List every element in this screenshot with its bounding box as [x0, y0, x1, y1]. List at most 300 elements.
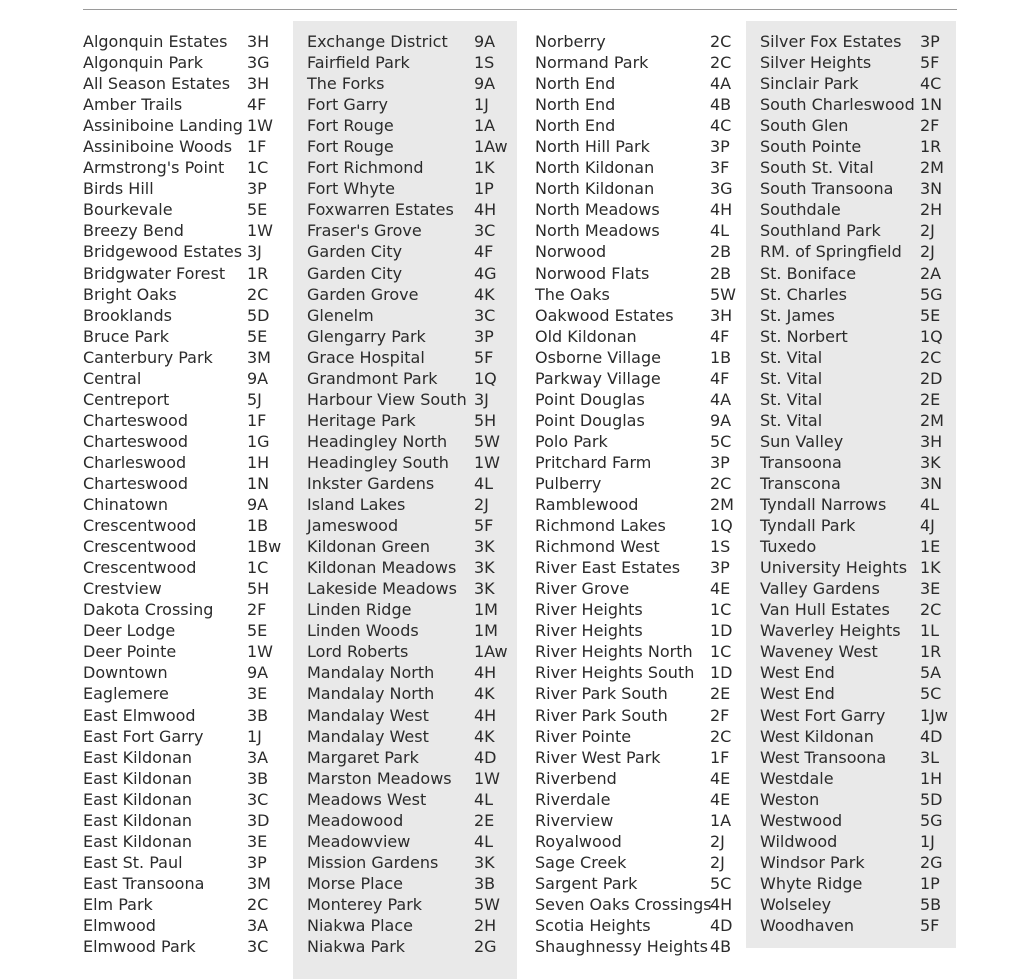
map-grid-code: 5C: [710, 431, 732, 451]
map-grid-code: 5E: [247, 621, 268, 641]
map-grid-code: 5E: [247, 200, 268, 220]
neighbourhood-name: Meadowview: [307, 831, 411, 851]
map-grid-code: 1Q: [710, 516, 733, 536]
map-grid-code: 3D: [247, 810, 270, 830]
map-grid-code: 4F: [710, 326, 730, 346]
map-grid-code: 1C: [710, 642, 732, 662]
neighbourhood-name: East Elmwood: [83, 705, 196, 725]
neighbourhood-name: South Pointe: [760, 137, 862, 157]
neighbourhood-name: Kildonan Green: [307, 537, 430, 557]
neighbourhood-name: Crescentwood: [83, 516, 197, 536]
neighbourhood-name: River Heights North: [535, 642, 693, 662]
neighbourhood-name: The Oaks: [535, 284, 610, 304]
neighbourhood-name: Point Douglas: [535, 389, 645, 409]
map-grid-code: 3C: [474, 305, 496, 325]
neighbourhood-name: Marston Meadows: [307, 768, 452, 788]
map-grid-code: 5F: [474, 516, 494, 536]
neighbourhood-name: Tuxedo: [760, 537, 817, 557]
neighbourhood-name: West Transoona: [760, 747, 887, 767]
neighbourhood-name: Fairfield Park: [307, 53, 410, 73]
map-grid-code: 1F: [247, 137, 267, 157]
map-grid-code: 1P: [920, 873, 940, 893]
neighbourhood-name: Oakwood Estates: [535, 305, 674, 325]
map-grid-code: 3P: [710, 452, 730, 472]
map-grid-code: 3C: [247, 789, 269, 809]
map-grid-code: 2C: [247, 284, 269, 304]
neighbourhood-name: River Heights: [535, 621, 643, 641]
neighbourhood-name: St. Vital: [760, 368, 823, 388]
map-grid-code: 1F: [247, 410, 267, 430]
map-grid-code: 4F: [247, 95, 267, 115]
map-grid-code: 9A: [247, 368, 269, 388]
neighbourhood-name: North End: [535, 116, 616, 136]
neighbourhood-name: South St. Vital: [760, 158, 874, 178]
map-grid-code: 1D: [710, 621, 733, 641]
map-grid-code: 4C: [920, 74, 942, 94]
map-grid-code: 3A: [247, 747, 269, 767]
neighbourhood-name: Seven Oaks Crossings: [535, 894, 712, 914]
map-grid-code: 2E: [710, 684, 731, 704]
map-grid-code: 5C: [710, 873, 732, 893]
neighbourhood-name: Ramblewood: [535, 495, 639, 515]
neighbourhood-name: Armstrong's Point: [83, 158, 225, 178]
map-grid-code: 1W: [247, 116, 273, 136]
map-grid-code: 5W: [474, 894, 500, 914]
neighbourhood-name: Valley Gardens: [760, 579, 880, 599]
neighbourhood-name: Riverview: [535, 810, 614, 830]
map-grid-code: 4D: [920, 726, 943, 746]
neighbourhood-name: Tyndall Narrows: [760, 495, 887, 515]
map-grid-code: 1K: [474, 158, 495, 178]
neighbourhood-name: Transcona: [760, 473, 841, 493]
neighbourhood-name: Fraser's Grove: [307, 221, 422, 241]
map-grid-code: 2C: [710, 473, 732, 493]
map-grid-code: 9A: [474, 32, 496, 51]
map-grid-code: 1S: [710, 537, 731, 557]
neighbourhood-name: Dakota Crossing: [83, 600, 214, 620]
map-grid-code: 5F: [920, 915, 940, 935]
map-grid-code: 3B: [247, 768, 269, 788]
map-grid-code: 2C: [920, 347, 942, 367]
map-grid-code: 1F: [710, 747, 730, 767]
map-grid-code: 3K: [474, 558, 495, 578]
neighbourhood-name: Charteswood: [83, 473, 188, 493]
map-grid-code: 4F: [710, 368, 730, 388]
map-grid-code: 1A: [474, 116, 496, 136]
neighbourhood-name: Mandalay West: [307, 705, 429, 725]
map-grid-code: 1H: [920, 768, 943, 788]
neighbourhood-name: Glengarry Park: [307, 326, 426, 346]
neighbourhood-name: Silver Fox Estates: [760, 32, 902, 51]
map-grid-code: 1R: [920, 137, 942, 157]
map-grid-code: 1B: [247, 516, 269, 536]
neighbourhood-name: East Fort Garry: [83, 726, 204, 746]
neighbourhood-name: Harbour View South: [307, 389, 467, 409]
map-grid-code: 1Q: [474, 368, 497, 388]
neighbourhood-name: North End: [535, 95, 616, 115]
neighbourhood-name: Silver Heights: [760, 53, 872, 73]
map-grid-code: 4F: [474, 242, 494, 262]
neighbourhood-name: Richmond West: [535, 537, 660, 557]
neighbourhood-name: Parkway Village: [535, 368, 661, 388]
map-grid-code: 3H: [710, 305, 733, 325]
neighbourhood-name: Niakwa Park: [307, 937, 406, 957]
neighbourhood-name: Grandmont Park: [307, 368, 438, 388]
neighbourhood-name: East Kildonan: [83, 768, 193, 788]
map-grid-code: 5W: [474, 431, 500, 451]
map-grid-code: 3H: [247, 74, 270, 94]
map-grid-code: 3G: [247, 53, 270, 73]
map-grid-code: 5W: [710, 284, 736, 304]
neighbourhood-name: St. Vital: [760, 410, 823, 430]
neighbourhood-name: Southland Park: [760, 221, 881, 241]
neighbourhood-name: Exchange District: [307, 32, 448, 51]
map-grid-code: 2H: [920, 200, 943, 220]
neighbourhood-name: Royalwood: [535, 831, 622, 851]
neighbourhood-name: Fort Richmond: [307, 158, 424, 178]
map-grid-code: 5F: [474, 347, 494, 367]
neighbourhood-name: Grace Hospital: [307, 347, 425, 367]
map-grid-code: 1D: [710, 663, 733, 683]
neighbourhood-name: Riverbend: [535, 768, 617, 788]
map-grid-code: 4L: [474, 789, 494, 809]
map-grid-code: 1W: [247, 642, 273, 662]
map-grid-code: 1H: [247, 452, 270, 472]
neighbourhood-name: Norberry: [535, 32, 606, 51]
neighbourhood-name: Birds Hill: [83, 179, 154, 199]
map-grid-code: 3M: [247, 873, 271, 893]
neighbourhood-name: East Kildonan: [83, 789, 193, 809]
neighbourhood-name: Centreport: [83, 389, 170, 409]
map-grid-code: 5G: [920, 810, 943, 830]
map-grid-code: 2J: [474, 495, 489, 515]
map-grid-code: 5J: [247, 389, 262, 409]
neighbourhood-name: Garden City: [307, 242, 403, 262]
neighbourhood-name: Windsor Park: [760, 852, 865, 872]
map-grid-code: 1N: [247, 473, 270, 493]
neighbourhood-name: East Transoona: [83, 873, 205, 893]
neighbourhood-name: St. Vital: [760, 347, 823, 367]
map-grid-code: 1G: [247, 431, 270, 451]
neighbourhood-name: River Grove: [535, 579, 630, 599]
neighbourhood-name: Elm Park: [83, 894, 153, 914]
map-grid-code: 3A: [247, 915, 269, 935]
map-grid-code: 2F: [710, 705, 730, 725]
neighbourhood-name: Algonquin Estates: [83, 32, 228, 51]
map-grid-code: 5G: [920, 284, 943, 304]
map-grid-code: 4H: [474, 200, 497, 220]
map-grid-code: 4H: [474, 663, 497, 683]
map-grid-code: 5C: [920, 684, 942, 704]
map-grid-code: 1Q: [920, 326, 943, 346]
neighbourhood-name: Norwood: [535, 242, 607, 262]
map-grid-code: 1W: [474, 452, 500, 472]
map-grid-code: 3B: [474, 873, 496, 893]
neighbourhood-name: Fort Garry: [307, 95, 388, 115]
map-grid-code: 3K: [474, 852, 495, 872]
neighbourhood-name: Scotia Heights: [535, 915, 651, 935]
neighbourhood-name: Whyte Ridge: [760, 873, 863, 893]
map-grid-code: 2B: [710, 242, 732, 262]
neighbourhood-name: River West Park: [535, 747, 661, 767]
neighbourhood-name: Westwood: [760, 810, 843, 830]
map-grid-code: 1Aw: [474, 137, 508, 157]
map-grid-code: 1P: [474, 179, 494, 199]
neighbourhood-name: Osborne Village: [535, 347, 661, 367]
map-grid-code: 4K: [474, 284, 495, 304]
neighbourhood-name: River Park South: [535, 684, 668, 704]
neighbourhood-name: Meadowood: [307, 810, 404, 830]
neighbourhood-name: All Season Estates: [83, 74, 231, 94]
map-grid-code: 1M: [474, 600, 498, 620]
neighbourhood-name: Shaughnessy Heights: [535, 937, 708, 957]
neighbourhood-name: St. Vital: [760, 389, 823, 409]
neighbourhood-name: The Forks: [307, 74, 385, 94]
map-grid-code: 2J: [710, 852, 725, 872]
neighbourhood-name: University Heights: [760, 558, 908, 578]
neighbourhood-name: Fort Rouge: [307, 137, 394, 157]
map-grid-code: 1J: [920, 831, 935, 851]
map-grid-code: 5D: [920, 789, 943, 809]
map-grid-code: 3C: [247, 937, 269, 957]
neighbourhood-name: Mandalay West: [307, 726, 429, 746]
neighbourhood-name: River Heights South: [535, 663, 695, 683]
map-grid-code: 4A: [710, 74, 732, 94]
map-grid-code: 4A: [710, 389, 732, 409]
neighbourhood-name: Richmond Lakes: [535, 516, 666, 536]
map-grid-code: 3G: [710, 179, 733, 199]
map-grid-code: 4D: [710, 915, 733, 935]
neighbourhood-name: West Kildonan: [760, 726, 874, 746]
neighbourhood-name: Woodhaven: [760, 915, 855, 935]
neighbourhood-name: Old Kildonan: [535, 326, 637, 346]
map-grid-code: 1B: [710, 347, 732, 367]
map-grid-code: 4L: [710, 221, 730, 241]
neighbourhood-name: Fort Whyte: [307, 179, 395, 199]
neighbourhood-name: Downtown: [83, 663, 168, 683]
map-grid-code: 4E: [710, 579, 731, 599]
map-grid-code: 2G: [474, 937, 497, 957]
neighbourhood-name: Margaret Park: [307, 747, 419, 767]
neighbourhood-name: West Fort Garry: [760, 705, 886, 725]
map-grid-code: 1R: [247, 263, 269, 283]
neighbourhood-name: Linden Woods: [307, 621, 419, 641]
neighbourhood-name: St. Charles: [760, 284, 847, 304]
map-grid-code: 3H: [920, 431, 943, 451]
neighbourhood-name: Mandalay North: [307, 684, 435, 704]
neighbourhood-name: Point Douglas: [535, 410, 645, 430]
map-grid-code: 4J: [920, 516, 935, 536]
map-grid-code: 1J: [247, 726, 262, 746]
neighbourhood-name: East St. Paul: [83, 852, 183, 872]
neighbourhood-name: Linden Ridge: [307, 600, 412, 620]
map-grid-code: 4L: [474, 831, 494, 851]
map-grid-code: 2J: [920, 221, 935, 241]
neighbourhood-name: River East Estates: [535, 558, 681, 578]
neighbourhood-name: Morse Place: [307, 873, 403, 893]
neighbourhood-name: Bruce Park: [83, 326, 169, 346]
neighbourhood-name: Monterey Park: [307, 894, 423, 914]
map-grid-code: 9A: [710, 410, 732, 430]
map-grid-code: 5B: [920, 894, 942, 914]
map-grid-code: 3N: [920, 473, 943, 493]
map-grid-code: 2E: [474, 810, 495, 830]
map-grid-code: 3H: [247, 32, 270, 51]
neighbourhood-name: River Park South: [535, 705, 668, 725]
neighbourhood-name: West End: [760, 663, 835, 683]
neighbourhood-name: Glenelm: [307, 305, 374, 325]
neighbourhood-name: Waverley Heights: [760, 621, 901, 641]
neighbourhood-name: Garden Grove: [307, 284, 419, 304]
map-grid-code: 5H: [247, 579, 270, 599]
map-grid-code: 1R: [920, 642, 942, 662]
map-grid-code: 1Jw: [920, 705, 948, 725]
neighbourhood-name: Algonquin Park: [83, 53, 204, 73]
map-grid-code: 1J: [474, 95, 489, 115]
map-grid-code: 3P: [247, 179, 267, 199]
map-grid-code: 3C: [474, 221, 496, 241]
neighbourhood-name: Central: [83, 368, 142, 388]
neighbourhood-name: St. James: [760, 305, 835, 325]
map-grid-code: 2M: [920, 410, 944, 430]
neighbourhood-name: Bourkevale: [83, 200, 173, 220]
neighbourhood-name: Fort Rouge: [307, 116, 394, 136]
neighbourhood-name: Chinatown: [83, 495, 168, 515]
neighbourhood-name: Inkster Gardens: [307, 473, 435, 493]
neighbourhood-name: River Pointe: [535, 726, 632, 746]
top-divider: [83, 9, 957, 10]
neighbourhood-name: Weston: [760, 789, 820, 809]
map-grid-code: 2M: [920, 158, 944, 178]
neighbourhood-name: Assiniboine Woods: [83, 137, 233, 157]
map-grid-code: 4B: [710, 95, 732, 115]
map-grid-code: 1K: [920, 558, 941, 578]
neighbourhood-name: South Transoona: [760, 179, 894, 199]
neighbourhood-name: Amber Trails: [83, 95, 183, 115]
neighbourhood-name: Crescentwood: [83, 558, 197, 578]
neighbourhood-name: RM. of Springfield: [760, 242, 902, 262]
neighbourhood-name: River Heights: [535, 600, 643, 620]
map-grid-code: 4B: [710, 937, 732, 957]
neighbourhood-name: Niakwa Place: [307, 915, 413, 935]
map-grid-code: 3N: [920, 179, 943, 199]
map-grid-code: 3P: [710, 137, 730, 157]
map-grid-code: 2G: [920, 852, 943, 872]
neighbourhood-name: Bright Oaks: [83, 284, 177, 304]
neighbourhood-name: Polo Park: [535, 431, 608, 451]
neighbourhood-name: Foxwarren Estates: [307, 200, 454, 220]
map-grid-code: 2J: [710, 831, 725, 851]
neighbourhood-name: South Glen: [760, 116, 849, 136]
map-grid-code: 4K: [474, 684, 495, 704]
neighbourhood-name: Mission Gardens: [307, 852, 439, 872]
neighbourhood-name: Lord Roberts: [307, 642, 409, 662]
neighbourhood-name: Breezy Bend: [83, 221, 184, 241]
map-grid-code: 1A: [710, 810, 732, 830]
map-grid-code: 4H: [474, 705, 497, 725]
map-grid-code: 2A: [920, 263, 942, 283]
map-grid-code: 4K: [474, 726, 495, 746]
map-grid-code: 4H: [710, 894, 733, 914]
map-grid-code: 9A: [247, 495, 269, 515]
neighbourhood-name: East Kildonan: [83, 831, 193, 851]
neighbourhood-name: Sun Valley: [760, 431, 844, 451]
neighbourhood-name: Island Lakes: [307, 495, 406, 515]
map-grid-code: 2E: [920, 389, 941, 409]
neighbourhood-name: Crescentwood: [83, 537, 197, 557]
map-grid-code: 1S: [474, 53, 495, 73]
map-grid-code: 1W: [247, 221, 273, 241]
map-grid-code: 2C: [710, 32, 732, 51]
map-grid-code: 9A: [247, 663, 269, 683]
neighbourhood-name: Southdale: [760, 200, 841, 220]
map-grid-code: 1N: [920, 95, 943, 115]
map-grid-code: 3K: [474, 537, 495, 557]
map-grid-code: 5F: [920, 53, 940, 73]
neighbourhood-name: Normand Park: [535, 53, 649, 73]
map-grid-code: 2H: [474, 915, 497, 935]
neighbourhood-name: Headingley South: [307, 452, 449, 472]
map-grid-code: 1L: [920, 621, 940, 641]
map-grid-code: 1C: [247, 558, 269, 578]
map-grid-code: 4E: [710, 768, 731, 788]
neighbourhood-name: Headingley North: [307, 431, 448, 451]
neighbourhood-name: Canterbury Park: [83, 347, 213, 367]
map-grid-code: 2C: [247, 894, 269, 914]
map-grid-code: 5E: [247, 326, 268, 346]
neighbourhood-name: St. Boniface: [760, 263, 857, 283]
map-grid-code: 3P: [920, 32, 940, 51]
map-grid-code: 3P: [474, 326, 494, 346]
neighbourhood-name: Crestview: [83, 579, 162, 599]
neighbourhood-name: Brooklands: [83, 305, 172, 325]
neighbourhood-name: North End: [535, 74, 616, 94]
neighbourhood-name: Elmwood Park: [83, 937, 196, 957]
neighbourhood-name: Sinclair Park: [760, 74, 859, 94]
map-grid-code: 3P: [710, 558, 730, 578]
neighbourhood-name: South Charleswood: [760, 95, 915, 115]
map-grid-code: 3E: [247, 684, 268, 704]
neighbourhood-name: Waveney West: [760, 642, 878, 662]
neighbourhood-name: Lakeside Meadows: [307, 579, 457, 599]
neighbourhood-name: Riverdale: [535, 789, 611, 809]
neighbourhood-name: Deer Pointe: [83, 642, 177, 662]
map-grid-code: 4L: [920, 495, 940, 515]
map-grid-code: 3M: [247, 347, 271, 367]
map-grid-code: 2C: [920, 600, 942, 620]
neighbourhood-name: Eaglemere: [83, 684, 169, 704]
map-grid-code: 2C: [710, 53, 732, 73]
neighbourhood-name: Mandalay North: [307, 663, 435, 683]
neighbourhood-name: Elmwood: [83, 915, 156, 935]
map-grid-code: 1Aw: [474, 642, 508, 662]
neighbourhood-name: Jameswood: [307, 516, 399, 536]
map-grid-code: 4E: [710, 789, 731, 809]
map-grid-code: 1C: [247, 158, 269, 178]
map-grid-code: 2J: [920, 242, 935, 262]
map-grid-code: 4D: [474, 747, 497, 767]
map-grid-code: 2B: [710, 263, 732, 283]
map-grid-code: 4L: [474, 473, 494, 493]
neighbourhood-name: West End: [760, 684, 835, 704]
neighbourhood-name: North Kildonan: [535, 158, 655, 178]
map-grid-code: 3K: [474, 579, 495, 599]
neighbourhood-name: Charteswood: [83, 410, 188, 430]
neighbourhood-name: Sage Creek: [535, 852, 627, 872]
neighbourhood-name: East Kildonan: [83, 747, 193, 767]
neighbourhood-name: Pritchard Farm: [535, 452, 652, 472]
map-grid-code: 5H: [474, 410, 497, 430]
